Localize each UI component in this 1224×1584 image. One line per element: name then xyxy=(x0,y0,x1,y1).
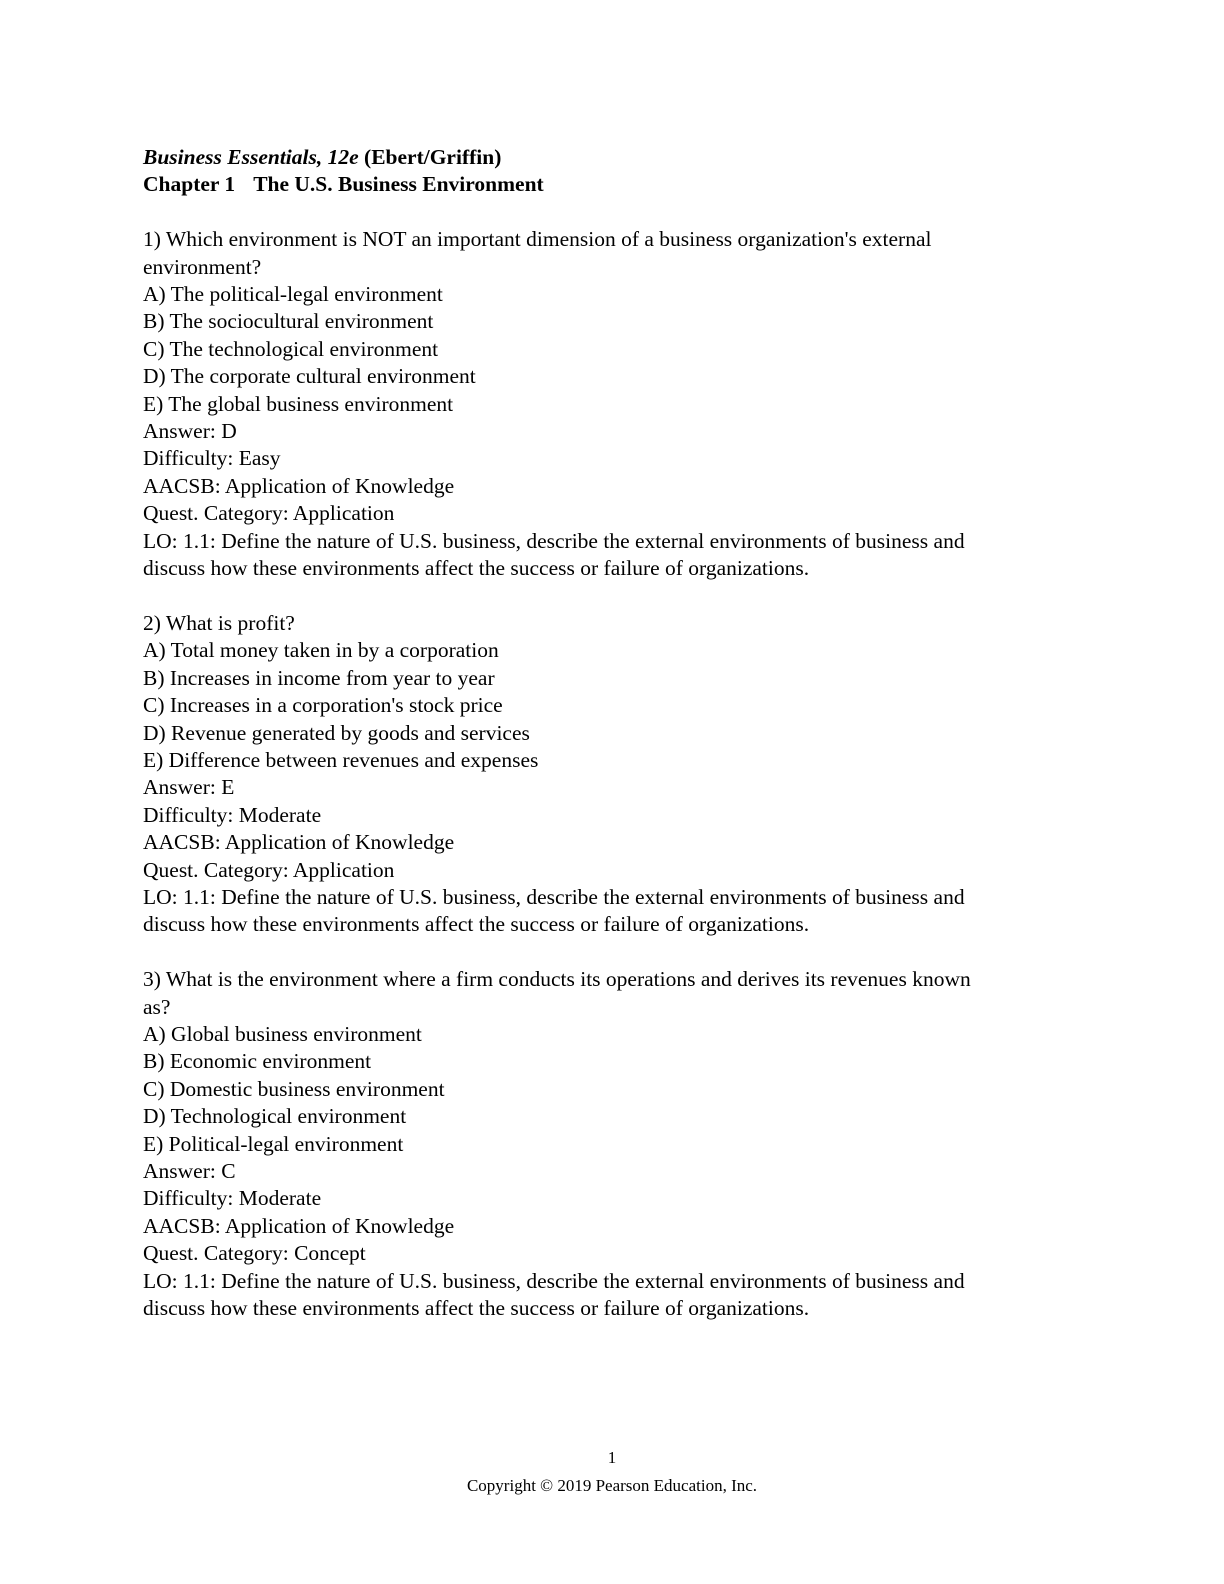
page-number: 1 xyxy=(607,1448,617,1467)
question-category: Quest. Category: Application xyxy=(143,501,395,526)
answer-option: B) Increases in income from year to year xyxy=(143,665,495,690)
book-title: Business Essentials, 12e xyxy=(143,145,359,169)
learning-objective-line: LO: 1.1: Define the nature of U.S. business, describe the external environments of business and xyxy=(143,884,965,909)
answer-option: E) Political-legal environment xyxy=(143,1131,404,1156)
answer-option: C) Domestic business environment xyxy=(143,1076,445,1101)
learning-objective-line: discuss how these environments affect the success or failure of organizations. xyxy=(143,1296,810,1321)
difficulty: Difficulty: Easy xyxy=(143,446,281,471)
learning-objective-line: discuss how these environments affect the success or failure of organizations. xyxy=(143,556,810,581)
aacsb-tag: AACSB: Application of Knowledge xyxy=(143,1213,455,1238)
answer-option: E) The global business environment xyxy=(143,391,454,416)
learning-objective-line: discuss how these environments affect the success or failure of organizations. xyxy=(143,912,810,937)
question-category: Quest. Category: Concept xyxy=(143,1241,366,1266)
answer-option: A) Total money taken in by a corporation xyxy=(143,638,499,663)
answer-option: C) Increases in a corporation's stock price xyxy=(143,693,503,718)
difficulty: Difficulty: Moderate xyxy=(143,802,322,827)
answer-option: D) The corporate cultural environment xyxy=(143,364,476,389)
chapter-title: The U.S. Business Environment xyxy=(253,172,544,197)
aacsb-tag: AACSB: Application of Knowledge xyxy=(143,830,455,855)
question-stem-line: 3) What is the environment where a firm conducts its operations and derives its revenues known xyxy=(143,967,971,992)
book-title-line xyxy=(143,144,1083,171)
aacsb-tag: AACSB: Application of Knowledge xyxy=(143,473,455,498)
page-content xyxy=(143,144,1083,1322)
answer-option: C) The technological environment xyxy=(143,336,439,361)
learning-objective-line: LO: 1.1: Define the nature of U.S. business, describe the external environments of business and xyxy=(143,528,965,553)
answer-key: Answer: E xyxy=(143,775,235,800)
answer-option: D) Revenue generated by goods and services xyxy=(143,720,530,745)
copyright-notice: Copyright © 2019 Pearson Education, Inc. xyxy=(466,1476,758,1495)
question-stem-line: 1) Which environment is NOT an important dimension of a business organization's external xyxy=(143,227,932,252)
chapter-label: Chapter 1 xyxy=(143,172,236,197)
answer-option: E) Difference between revenues and expenses xyxy=(143,747,539,772)
answer-option: A) Global business environment xyxy=(143,1021,422,1046)
answer-key: Answer: C xyxy=(143,1158,236,1183)
book-authors: (Ebert/Griffin) xyxy=(364,145,502,169)
question-3 xyxy=(143,966,1083,1322)
question-1 xyxy=(143,226,1083,582)
chapter-heading xyxy=(143,171,1083,198)
question-stem-line: environment? xyxy=(143,254,262,279)
learning-objective-line: LO: 1.1: Define the nature of U.S. business, describe the external environments of business and xyxy=(143,1268,965,1293)
answer-key: Answer: D xyxy=(143,419,237,444)
difficulty: Difficulty: Moderate xyxy=(143,1186,322,1211)
question-stem-line: as? xyxy=(143,994,171,1019)
question-2 xyxy=(143,610,1083,939)
question-category: Quest. Category: Application xyxy=(143,857,395,882)
answer-option: B) The sociocultural environment xyxy=(143,309,434,334)
answer-option: B) Economic environment xyxy=(143,1049,372,1074)
answer-option: A) The political-legal environment xyxy=(143,282,443,307)
answer-option: D) Technological environment xyxy=(143,1104,407,1129)
question-stem-line: 2) What is profit? xyxy=(143,610,295,635)
